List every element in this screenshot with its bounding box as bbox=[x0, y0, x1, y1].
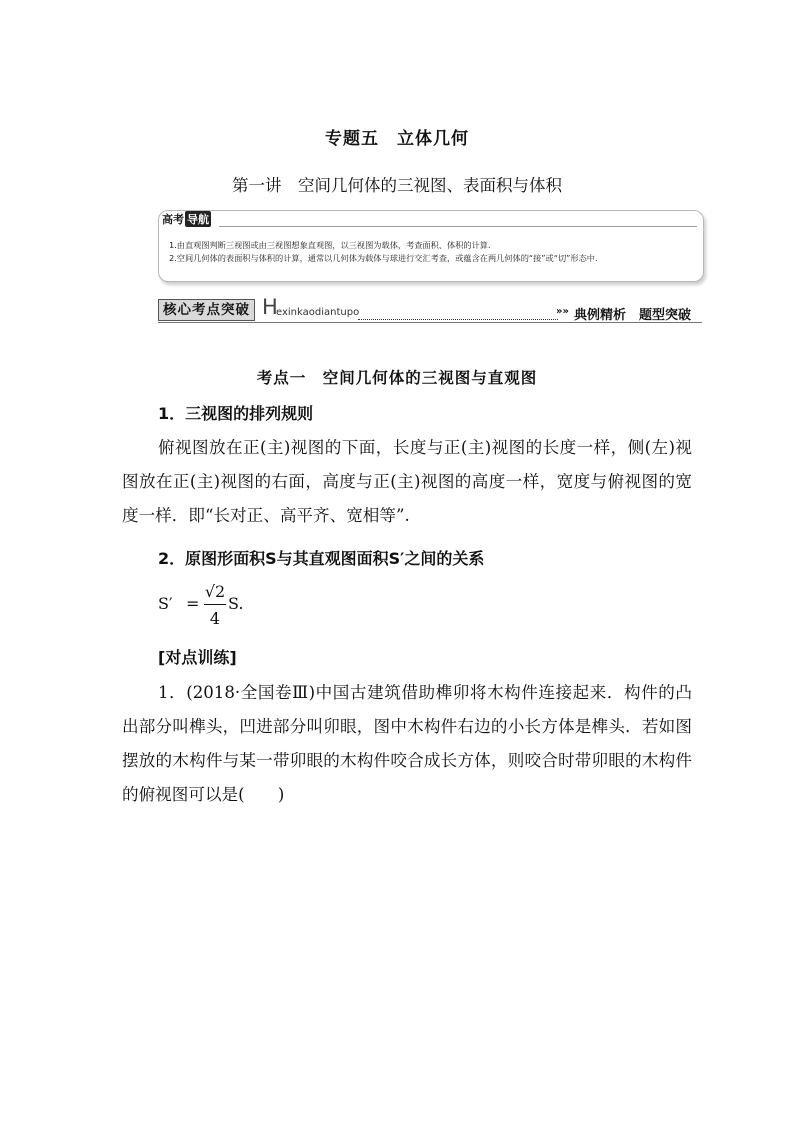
formula-equals: = bbox=[186, 594, 200, 613]
heading-area-relation: 2．原图形面积S与其直观图面积S′之间的关系 bbox=[158, 549, 485, 568]
formula-numerator: √2 bbox=[204, 582, 226, 601]
section-band-dotted-line bbox=[358, 319, 558, 320]
exam-guide-text bbox=[169, 239, 699, 265]
lecture-title: 第一讲 空间几何体的三视图、表面积与体积 bbox=[232, 176, 562, 195]
paragraph-three-views: 俯视图放在正(主)视图的下面，长度与正(主)视图的长度一样，侧(左)视图放在正(主)视图的右面，高度与正(主)视图的高度一样，宽度与俯视图的宽度一样．即“长对正、高平齐、宽相等”. bbox=[122, 438, 692, 525]
chapter-title: 专题五 立体几何 bbox=[325, 129, 469, 149]
section-band bbox=[158, 295, 702, 323]
section-band-letter: H bbox=[262, 295, 278, 319]
exercise-question-1: 1．(2018·全国卷Ⅲ)中国古建筑借助榫卯将木构件连接起来．构件的凸出部分叫榫头，凹进部分叫卯眼，图中木构件右边的小长方体是榫头．若如图摆放的木构件与某一带卯眼的木构件咬合成长方体，则咬合时带卯眼的木构件的俯视图可以是( ) bbox=[122, 683, 692, 804]
kaodian-title: 考点一 空间几何体的三视图与直观图 bbox=[256, 369, 538, 387]
formula-denominator: 4 bbox=[209, 609, 221, 628]
formula-lhs: S′ bbox=[158, 594, 173, 613]
section-band-right-text: 典例精析 题型突破 bbox=[574, 308, 692, 323]
exam-guide-box bbox=[158, 210, 704, 282]
heading-arrangement-rules: 1．三视图的排列规则 bbox=[158, 404, 314, 423]
exam-guide-tag bbox=[158, 210, 215, 227]
formula-rhs: S. bbox=[228, 594, 244, 613]
exam-guide-tag-plain: 高考 bbox=[162, 212, 184, 226]
section-band-underline bbox=[158, 322, 702, 323]
exam-guide-divider bbox=[219, 226, 697, 227]
exam-guide-line: 1.由直观图判断三视图或由三视图想象直观图，以三视图为载体，考查面积、体积的计算. bbox=[169, 240, 491, 250]
area-formula bbox=[158, 582, 278, 632]
section-band-pinyin: exinkaodiantupo bbox=[276, 307, 360, 318]
exercise-label: [对点训练] bbox=[158, 648, 237, 667]
double-chevron-icon: »» bbox=[556, 306, 569, 317]
section-band-label: 核心考点突破 bbox=[158, 299, 255, 321]
exam-guide-tag-inverted: 导航 bbox=[187, 212, 209, 226]
exam-guide-line: 2.空间几何体的表面积与体积的计算，通常以几何体为载体与球进行交汇考查，或蕴含在两几何体的“接”或“切”形态中. bbox=[169, 253, 598, 263]
formula-fraction-bar bbox=[204, 604, 226, 605]
